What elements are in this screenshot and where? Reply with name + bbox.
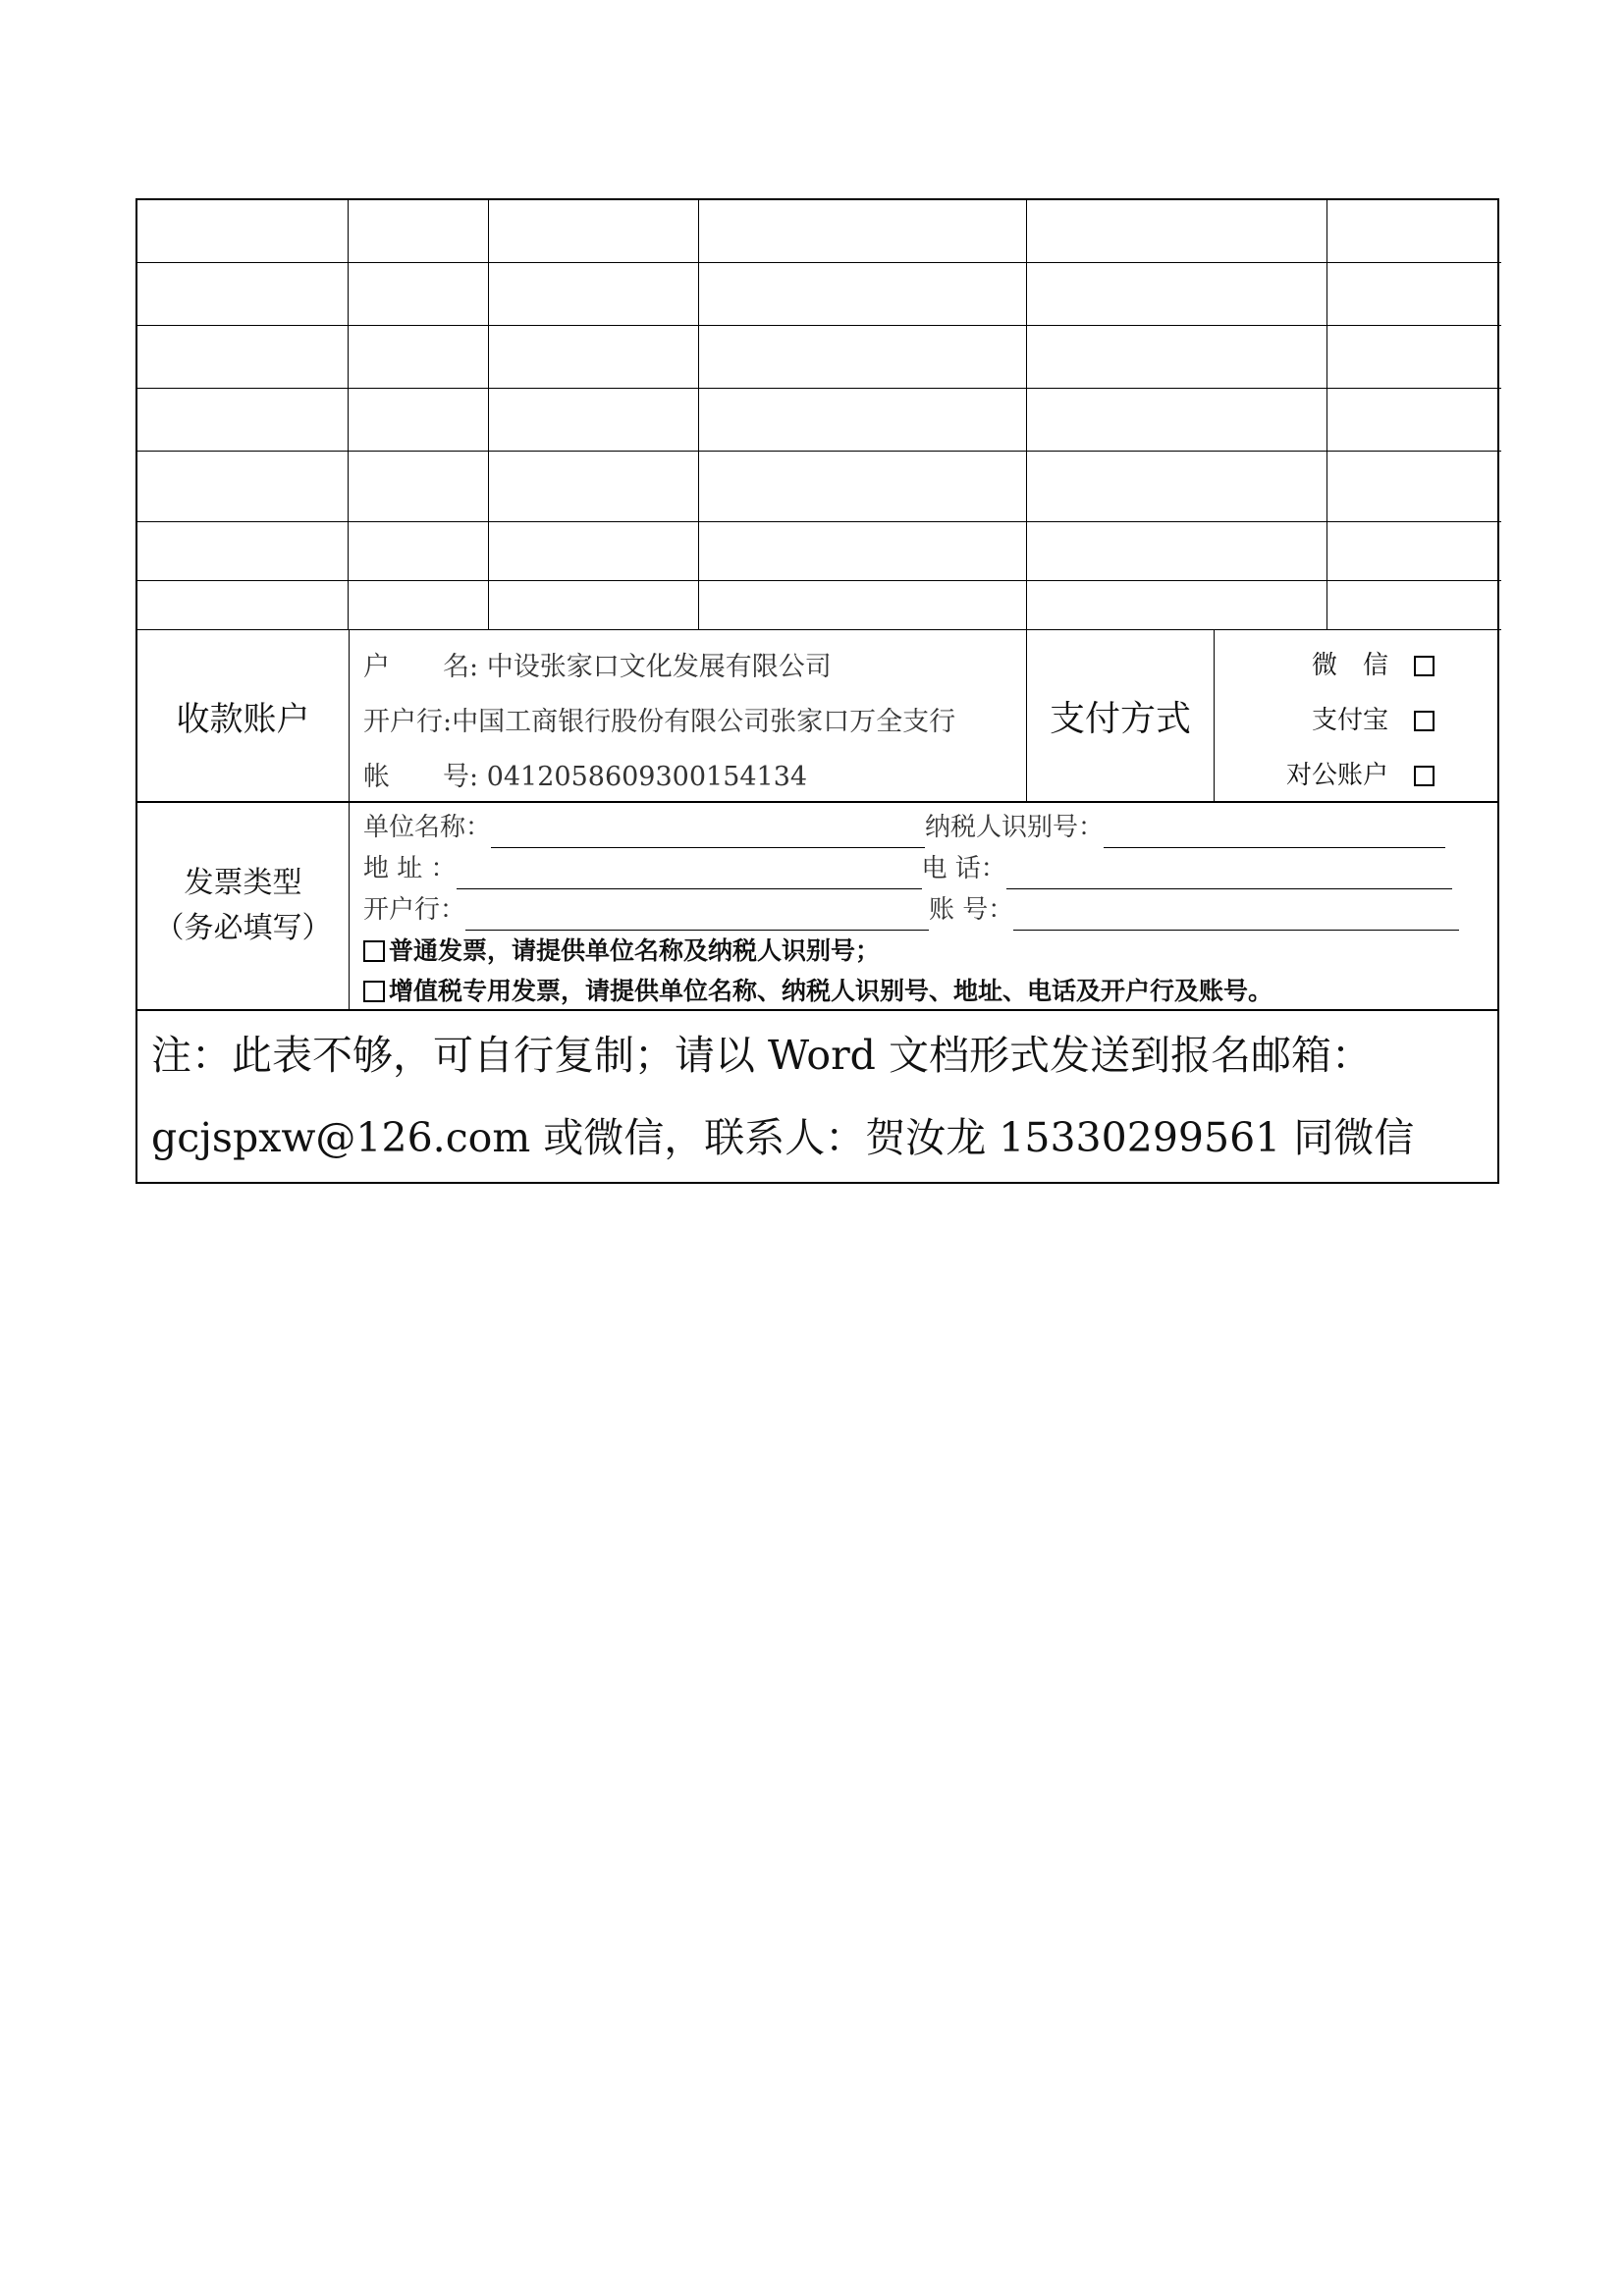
invoice-fields [350, 803, 1497, 1009]
table-cell[interactable] [349, 522, 489, 581]
table-cell[interactable] [137, 200, 349, 263]
phone-label: 电 话： [921, 854, 1006, 883]
invoice-field-row [363, 848, 1484, 889]
contact-line: gcjspxw@126.com 或微信，联系人：贺汝龙 15330299561 同微信 [151, 1114, 1415, 1161]
table-cell[interactable] [489, 581, 699, 630]
table-cell[interactable] [349, 581, 489, 630]
table-cell[interactable] [489, 200, 699, 263]
payee-account-row [135, 630, 1499, 803]
invoice-bank-field[interactable] [465, 896, 929, 931]
table-cell[interactable] [1327, 326, 1501, 389]
invoice-option-vat[interactable] [363, 971, 1484, 1011]
table-cell[interactable] [1327, 389, 1501, 452]
table-cell[interactable] [1327, 522, 1501, 581]
unit-name-field[interactable] [491, 814, 925, 848]
table-cell[interactable] [699, 326, 1027, 389]
checkbox-icon[interactable] [1414, 656, 1435, 676]
registration-form [135, 198, 1499, 1184]
table-cell[interactable] [1327, 452, 1501, 522]
table-cell[interactable] [699, 263, 1027, 326]
invoice-account-field[interactable] [1013, 896, 1459, 931]
payment-method-options [1215, 630, 1497, 801]
table-cell[interactable] [699, 522, 1027, 581]
table-cell[interactable] [699, 200, 1027, 263]
account-name-key: 户 名: [363, 652, 479, 682]
checkbox-icon[interactable] [1414, 711, 1435, 731]
table-cell[interactable] [1327, 263, 1501, 326]
table-cell[interactable] [1027, 263, 1327, 326]
table-cell[interactable] [349, 263, 489, 326]
invoice-option-label: 增值税专用发票，请提供单位名称、纳税人识别号、地址、电话及开户行及账号。 [389, 977, 1273, 1005]
bank-key: 开户行: [363, 707, 453, 737]
taxpayer-id-label: 纳税人识别号： [925, 813, 1105, 842]
checkbox-icon[interactable] [363, 940, 385, 962]
account-number-key: 帐 号: [363, 762, 479, 792]
payment-option-label: 对公账户 [1285, 761, 1388, 790]
table-cell[interactable] [349, 200, 489, 263]
attendee-table [135, 198, 1499, 630]
payment-option-corporate-account[interactable] [1215, 748, 1435, 803]
invoice-field-row [363, 889, 1484, 931]
invoice-type-label [137, 803, 350, 1009]
table-cell[interactable] [349, 452, 489, 522]
table-cell[interactable] [1027, 522, 1327, 581]
payment-method-label: 支付方式 [1027, 630, 1215, 801]
invoice-option-normal[interactable] [363, 931, 1484, 971]
invoice-type-required-note: （务必填写） [154, 911, 332, 945]
checkbox-icon[interactable] [363, 981, 385, 1002]
table-cell[interactable] [137, 452, 349, 522]
payment-option-label: 支付宝 [1311, 706, 1388, 735]
account-number-line [363, 750, 1026, 805]
invoice-bank-label: 开户行： [363, 895, 466, 925]
table-cell[interactable] [1027, 200, 1327, 263]
table-cell[interactable] [349, 389, 489, 452]
note-section [135, 1011, 1499, 1184]
invoice-field-row [363, 807, 1484, 848]
address-label: 地 址 ： [363, 854, 457, 883]
payee-bank-details [350, 630, 1027, 801]
account-name-value: 中设张家口文化发展有限公司 [486, 652, 832, 682]
table-cell[interactable] [137, 581, 349, 630]
payment-option-label: 微 信 [1311, 651, 1388, 680]
table-cell[interactable] [489, 389, 699, 452]
taxpayer-id-field[interactable] [1104, 814, 1445, 848]
table-cell[interactable] [699, 581, 1027, 630]
table-cell[interactable] [137, 389, 349, 452]
table-cell[interactable] [699, 389, 1027, 452]
bank-line [363, 695, 1026, 750]
note-line: 注：此表不够，可自行复制；请以 Word 文档形式发送到报名邮箱： [151, 1032, 1372, 1079]
table-cell[interactable] [1027, 326, 1327, 389]
table-cell[interactable] [489, 452, 699, 522]
invoice-type-row [135, 803, 1499, 1011]
bank-value: 中国工商银行股份有限公司张家口万全支行 [452, 707, 956, 737]
table-cell[interactable] [1027, 452, 1327, 522]
unit-name-label: 单位名称： [363, 813, 492, 842]
table-cell[interactable] [1027, 581, 1327, 630]
table-cell[interactable] [699, 452, 1027, 522]
account-number-value: 0412058609300154134 [486, 762, 808, 792]
address-field[interactable] [457, 855, 922, 889]
table-cell[interactable] [137, 326, 349, 389]
table-cell[interactable] [349, 326, 489, 389]
table-cell[interactable] [137, 263, 349, 326]
invoice-type-title: 发票类型 [184, 866, 302, 900]
table-cell[interactable] [1327, 581, 1501, 630]
table-cell[interactable] [489, 326, 699, 389]
payee-account-label: 收款账户 [137, 630, 350, 801]
table-cell[interactable] [489, 263, 699, 326]
invoice-option-label: 普通发票，请提供单位名称及纳税人识别号； [389, 936, 881, 965]
phone-field[interactable] [1006, 855, 1452, 889]
invoice-account-label: 账 号： [929, 895, 1014, 925]
payment-option-wechat[interactable] [1215, 638, 1435, 693]
checkbox-icon[interactable] [1414, 766, 1435, 786]
table-cell[interactable] [489, 522, 699, 581]
table-cell[interactable] [1027, 389, 1327, 452]
table-cell[interactable] [1327, 200, 1501, 263]
payment-option-alipay[interactable] [1215, 693, 1435, 748]
account-name-line [363, 640, 1026, 695]
table-cell[interactable] [137, 522, 349, 581]
